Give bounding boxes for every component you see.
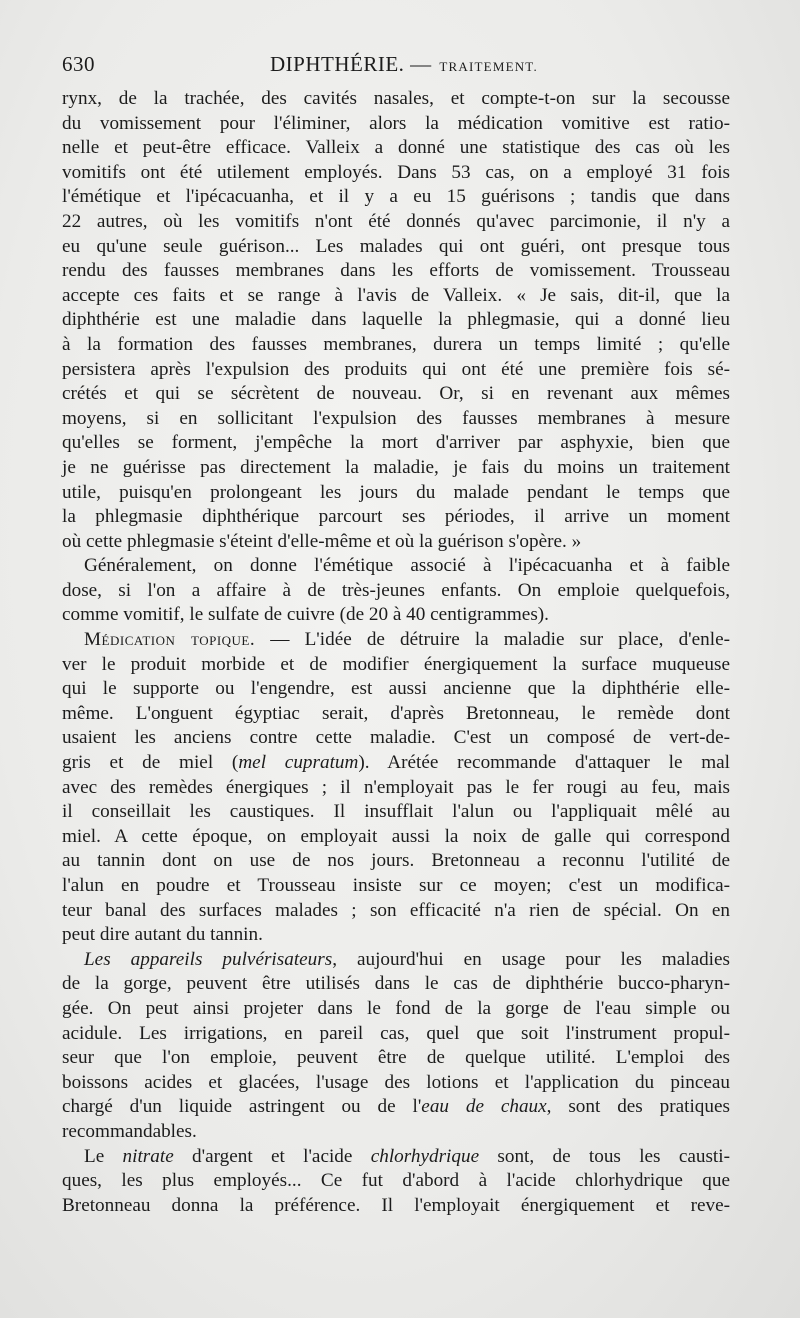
text-segment: de la gorge, peuvent être utilisés dans le cas de diphthérie bucco-pharyn- bbox=[62, 973, 730, 995]
italic-term: eau de chaux bbox=[421, 1096, 547, 1118]
text-line bbox=[62, 1022, 730, 1047]
text-line bbox=[62, 702, 730, 727]
text-line bbox=[62, 505, 730, 530]
title-dash: — bbox=[410, 52, 432, 76]
text-segment: Généralement, on donne l'émétique associé à l'ipécacuanha et à faible bbox=[84, 555, 730, 577]
text-segment: où cette phlegmasie s'éteint d'elle-même et où la guérison s'opère. » bbox=[62, 530, 582, 552]
text-segment: , aujourd'hui en usage pour les maladies bbox=[332, 948, 730, 970]
section-title: TRAITEMENT. bbox=[439, 59, 538, 74]
text-line bbox=[62, 259, 730, 284]
running-title bbox=[270, 52, 538, 77]
text-segment: crétés et qui se sécrètent de nouveau. Or, si en revenant aux mêmes bbox=[62, 383, 730, 405]
text-segment: Le bbox=[84, 1145, 123, 1167]
text-segment: seur que l'on emploie, peuvent être de quelque utilité. L'emploi des bbox=[62, 1047, 730, 1069]
text-line bbox=[62, 161, 730, 186]
text-line bbox=[62, 628, 730, 653]
text-line bbox=[62, 923, 730, 948]
text-line bbox=[62, 1071, 730, 1096]
text-line bbox=[62, 530, 730, 555]
italic-term: chlorhydrique bbox=[370, 1145, 480, 1167]
text-line bbox=[62, 333, 730, 358]
text-segment: 22 autres, où les vomitifs n'ont été donnés qu'avec parcimonie, il n'y a bbox=[62, 210, 730, 232]
text-line bbox=[62, 308, 730, 333]
text-segment: l'émétique et l'ipécacuanha, et il y a eu 15 guérisons ; tandis que dans bbox=[62, 186, 730, 208]
text-segment: l'alun en poudre et Trousseau insiste sur ce moyen; c'est un modifica- bbox=[62, 875, 730, 896]
text-segment: je ne guérisse pas directement la maladie, je fais du moins un traitement bbox=[62, 456, 730, 478]
text-segment: vomitifs ont été utilement employés. Dans 53 cas, on a employé 31 fois bbox=[62, 161, 730, 183]
text-line bbox=[62, 1095, 730, 1120]
text-line bbox=[62, 800, 730, 825]
text-line bbox=[62, 358, 730, 383]
text-line bbox=[62, 554, 730, 579]
text-segment: rendu des fausses membranes dans les efforts de vomissement. Trousseau bbox=[62, 260, 730, 282]
text-segment: chargé d'un liquide astringent ou de l' bbox=[62, 1096, 422, 1118]
text-segment: du vomissement pour l'éliminer, alors la médication vomitive est ratio- bbox=[62, 112, 730, 134]
section-heading: Médication topique. bbox=[84, 629, 256, 651]
text-line bbox=[62, 751, 730, 776]
text-segment: usaient les anciens contre cette maladie. C'est un composé de vert-de- bbox=[62, 727, 730, 749]
text-segment: gris et de miel ( bbox=[62, 752, 239, 774]
text-line bbox=[62, 481, 730, 506]
text-line bbox=[62, 431, 730, 456]
text-segment: diphthérie est une maladie dans laquelle la phlegmasie, qui a donné lieu bbox=[62, 309, 730, 331]
text-line bbox=[62, 235, 730, 260]
text-segment: peut dire autant du tannin. bbox=[62, 924, 263, 946]
text-segment: dose, si l'on a affaire à de très-jeunes enfants. On emploie quelquefois, bbox=[62, 579, 730, 601]
italic-term: Les appareils pulvérisateurs bbox=[84, 948, 333, 970]
text-line bbox=[62, 997, 730, 1022]
text-line bbox=[62, 382, 730, 407]
body-text bbox=[62, 87, 730, 1218]
text-line bbox=[62, 456, 730, 481]
text-segment: il conseillait les caustiques. Il insufflait l'alun ou l'appliquait mêlé au bbox=[62, 801, 730, 823]
text-segment: ). Arétée recommande d'attaquer le mal bbox=[358, 752, 731, 774]
text-segment: comme vomitif, le sulfate de cuivre (de 20 à 40 centigrammes). bbox=[62, 604, 549, 626]
text-line bbox=[62, 407, 730, 432]
text-segment: Bretonneau donna la préférence. Il l'employait énergiquement et reve- bbox=[62, 1194, 730, 1216]
text-segment: moyens, si en sollicitant l'expulsion des fausses membranes à mesure bbox=[62, 407, 730, 429]
text-line bbox=[62, 603, 730, 628]
text-line bbox=[62, 1145, 730, 1170]
text-line bbox=[62, 87, 730, 112]
text-segment: rynx, de la trachée, des cavités nasales, et compte-t-on sur la secousse bbox=[62, 88, 730, 109]
text-segment: qui le supporte ou l'engendre, est aussi ancienne que la diphthérie elle- bbox=[62, 678, 730, 700]
text-line bbox=[62, 185, 730, 210]
text-segment: qu'elles se forment, j'empêche la mort d'arriver par asphyxie, bien que bbox=[62, 432, 730, 454]
text-line bbox=[62, 874, 730, 899]
text-line bbox=[62, 112, 730, 137]
text-line bbox=[62, 210, 730, 235]
text-segment: acidule. Les irrigations, en pareil cas, quel que soit l'instrument propul- bbox=[62, 1022, 730, 1044]
text-segment: au tannin dont on use de nos jours. Bretonneau a reconnu l'utilité de bbox=[62, 850, 730, 872]
text-line bbox=[62, 653, 730, 678]
text-segment: à la formation des fausses membranes, durera un temps limité ; qu'elle bbox=[62, 333, 730, 355]
text-line bbox=[62, 1194, 730, 1219]
italic-term: nitrate bbox=[122, 1145, 174, 1167]
text-segment: ques, les plus employés... Ce fut d'abord à l'acide chlorhydrique que bbox=[62, 1170, 730, 1192]
running-header bbox=[62, 52, 730, 82]
text-segment: d'argent et l'acide bbox=[173, 1145, 371, 1167]
text-segment: utile, puisqu'en prolongeant les jours du malade pendant le temps que bbox=[62, 481, 730, 503]
page-number: 630 bbox=[62, 52, 95, 76]
text-segment: — L'idée de détruire la maladie sur place, d'enle- bbox=[255, 629, 730, 651]
text-line bbox=[62, 1120, 730, 1145]
text-segment: sont, de tous les causti- bbox=[479, 1145, 730, 1167]
text-segment: même. L'onguent égyptiac serait, d'après Bretonneau, le remède dont bbox=[62, 702, 730, 724]
text-line bbox=[62, 972, 730, 997]
chapter-title: DIPHTHÉRIE. bbox=[270, 52, 405, 76]
text-segment: la phlegmasie diphthérique parcourt ses périodes, il arrive un moment bbox=[62, 506, 730, 528]
text-line bbox=[62, 579, 730, 604]
text-line bbox=[62, 726, 730, 751]
text-line bbox=[62, 776, 730, 801]
text-line bbox=[62, 1169, 730, 1194]
italic-term: mel cupratum bbox=[238, 752, 359, 774]
text-segment: teur banal des surfaces malades ; son efficacité n'a rien de spécial. On en bbox=[62, 899, 730, 921]
text-segment: ver le produit morbide et de modifier énergiquement la surface muqueuse bbox=[62, 653, 730, 675]
text-line bbox=[62, 284, 730, 309]
text-line bbox=[62, 136, 730, 161]
text-segment: , sont des pratiques bbox=[546, 1096, 730, 1118]
text-line bbox=[62, 899, 730, 924]
text-segment: avec des remèdes énergiques ; il n'employait pas le fer rougi au feu, mais bbox=[62, 776, 730, 798]
text-segment: miel. A cette époque, on employait aussi la noix de galle qui correspond bbox=[62, 825, 730, 847]
text-segment: recommandables. bbox=[62, 1120, 197, 1142]
text-segment: accepte ces faits et se range à l'avis de Valleix. « Je sais, dit-il, que la bbox=[62, 284, 730, 306]
text-segment: boissons acides et glacées, l'usage des lotions et l'application du pinceau bbox=[62, 1071, 730, 1093]
text-line bbox=[62, 849, 730, 874]
text-line bbox=[62, 948, 730, 973]
text-line bbox=[62, 677, 730, 702]
text-segment: nelle et peut-être efficace. Valleix a donné une statistique des cas où les bbox=[62, 137, 730, 159]
text-segment: persistera après l'expulsion des produits qui ont été une première fois sé- bbox=[62, 358, 730, 380]
text-line bbox=[62, 1046, 730, 1071]
text-segment: gée. On peut ainsi projeter dans le fond de la gorge de l'eau simple ou bbox=[62, 997, 730, 1019]
text-segment: eu qu'une seule guérison... Les malades qui ont guéri, ont presque tous bbox=[62, 235, 730, 257]
text-line bbox=[62, 825, 730, 850]
